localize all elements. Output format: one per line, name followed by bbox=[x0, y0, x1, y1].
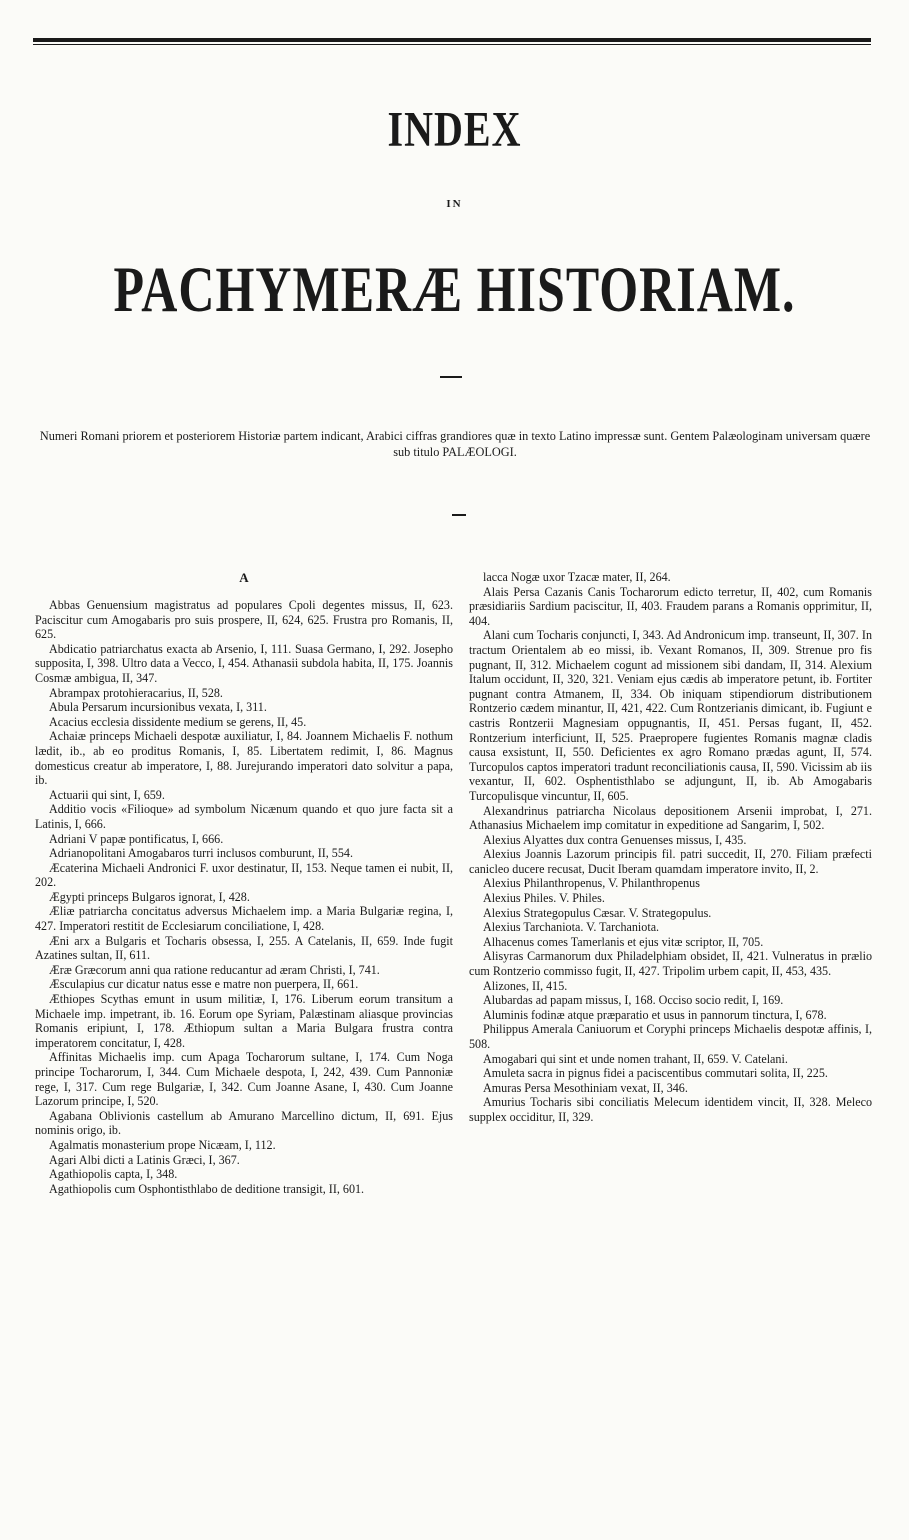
index-entry: Acacius ecclesia dissidente medium se gerens, II, 45. bbox=[49, 714, 307, 729]
title-connector: IN bbox=[446, 198, 463, 210]
right-entries bbox=[469, 570, 872, 1125]
index-entry: Ægypti princeps Bulgaros ignorat, I, 428. bbox=[49, 889, 250, 904]
index-entry: Agathiopolis capta, I, 348. bbox=[49, 1167, 178, 1182]
index-entry: Actuarii qui sint, I, 659. bbox=[49, 787, 165, 802]
section-letter: A bbox=[239, 570, 249, 585]
index-entry: Alizones, II, 415. bbox=[483, 978, 568, 993]
index-entry: Amogabari qui sint et unde nomen trahant, II, 659. V. Catelani. bbox=[483, 1051, 788, 1066]
intro-note: Numeri Romani priorem et posteriorem Historiæ partem indicant, Arabici ciffras grandiores quæ in texto Latino impressæ sunt. Gentem Palæologinam universam quære sub titulo PALÆOLOGI. bbox=[39, 429, 871, 459]
index-entry: Alexius Philes. V. Philes. bbox=[483, 891, 605, 906]
page-subtitle: PACHYMERÆ HISTORIAM. bbox=[113, 252, 796, 326]
index-entry: Alhacenus comes Tamerlanis et ejus vitæ scriptor, II, 705. bbox=[483, 934, 764, 949]
index-entry: Adrianopolitani Amogabaros turri inclusos comburunt, II, 554. bbox=[49, 846, 353, 861]
index-entry: Alexius Philanthropenus, V. Philanthropenus bbox=[483, 876, 700, 891]
page-title: INDEX bbox=[387, 100, 522, 157]
index-entry: Affinitas Michaelis imp. cum Apaga Tocharorum sultane, I, 174. Cum Noga principe Tocharorum, I, 344. Cum Michaele despota, I, 242, 439. Cum Pannoniæ rege, I, 317. Cum rege Bulgariæ, I, 342. Cum Joanne Asane, I, 430. Cum Joanne Lazorum principe, I, 520. bbox=[35, 1050, 453, 1109]
index-entry: lacca Nogæ uxor Tzacæ mater, II, 264. bbox=[483, 570, 671, 584]
index-entry: Alais Persa Cazanis Canis Tocharorum edicto terretur, II, 402, cum Romanis præsidiariis Sardium paciscitur, II, 403. Fraudem parans a Romanis opprimitur, II, 404. bbox=[469, 584, 872, 628]
index-entry: Agathiopolis cum Osphontisthlabo de deditione transigit, II, 601. bbox=[49, 1181, 365, 1196]
index-entry: Additio vocis «Filioque» ad symbolum Nicænum quando et quo jure facta sit a Latinis, I, 666. bbox=[35, 802, 453, 831]
index-entry: Abula Persarum incursionibus vexata, I, 311. bbox=[49, 700, 267, 715]
index-entry: Agabana Oblivionis castellum ab Amurano Marcellino dictum, II, 691. Ejus nominis origo, ib. bbox=[35, 1108, 453, 1138]
index-entry: Amurius Tocharis sibi conciliatis Melecum identidem vincit, II, 328. Meleco supplex occiditur, II, 329. bbox=[469, 1095, 872, 1124]
left-entries bbox=[35, 598, 453, 1196]
index-entry: Adriani V papæ pontificatus, I, 666. bbox=[49, 831, 224, 846]
index-entry: Alani cum Tocharis conjuncti, I, 343. Ad Andronicum imp. transeunt, II, 307. In tractum Orientalem ab eo missi, ib. Vexant Romanos, II, 309. Strenue pro fis pugnant, II, 312. Michaelem cogunt ad missionem sibi dandam, II, 314. Alexium Italum occidunt, II, 320, 321. Veniam ejus cædis ab imperatore petunt, ib. Fortiter pugnant contra Atmanem, II, 334. Ob iniquam stipendiorum distributionem Rontzerio cædem minantur, II, 421, 422. Cum Rontzerianis dimicant, ib. Fugiunt e castris Rontzerii Magnesiam oppugnantis, II, 451. Persas fugant, II, 452. Rontzerium interficiunt, II, 525. Praepropere fugientes Romanis magnæ cladis causa exsistunt, II, 550. Deficientes ex agro Romano prædas agunt, II, 574. Turcopulos captos imperatori tradunt reconciliationis causa, II, 590. Vicissim ab iis vexantur, II, 602. Osphentisthlabo se adjungunt, II, ib. Ab Amogabaris Turcopulisque vincuntur, II, 605. bbox=[469, 628, 872, 803]
index-entry: Achaiæ princeps Michaeli despotæ auxiliatur, I, 84. Joannem Michaelis F. nothum lædit, ib., ab eo proditus Romanis, I, 85. Libertatem redimit, I, 86. Magnus domesticus creatur ab imperatore, I, 88. Jurejurando imperatori dato solvitur a papa, ib. bbox=[35, 729, 453, 788]
right-column bbox=[469, 570, 872, 1125]
index-entry: Alexandrinus patriarcha Nicolaus depositionem Arsenii improbat, I, 271. Athanasius Michaelem imp comitatur in expeditione ad Sangarim, I, 502. bbox=[469, 803, 872, 833]
divider-dash-small bbox=[452, 514, 466, 516]
index-entry: Alexius Strategopulus Cæsar. V. Strategopulus. bbox=[483, 905, 712, 920]
index-entry: Æliæ patriarcha concitatus adversus Michaelem imp. a Maria Bulgariæ regina, I, 427. Imperatori restitit de Ecclesiarum conciliatione, I, 428. bbox=[35, 904, 453, 934]
index-entry: Amuleta sacra in pignus fidei a paciscentibus commutari solita, II, 225. bbox=[483, 1066, 828, 1081]
index-entry: Philippus Amerala Caniuorum et Coryphi princeps Michaelis despotæ affinis, I, 508. bbox=[469, 1022, 872, 1051]
index-entry: Alexius Joannis Lazorum principis fil. patri succedit, II, 270. Filiam præfecti canicleo ducere recusat, Ducit Iberam quamdam imperatore invito, II, 2. bbox=[469, 847, 872, 876]
index-entry: Alubardas ad papam missus, I, 168. Occiso socio redit, I, 169. bbox=[483, 993, 784, 1008]
index-entry: Agari Albi dicti a Latinis Græci, I, 367. bbox=[49, 1152, 240, 1167]
index-entry: Abbas Genuensium magistratus ad populares Cpoli degentes missus, II, 623. Paciscitur cum Amogabaris pro suis prospere, II, 624, 625. Frustra pro Romanis, II, 625. bbox=[35, 598, 453, 642]
index-entry: Alexius Alyattes dux contra Genuenses missus, I, 435. bbox=[483, 832, 747, 847]
left-column bbox=[35, 570, 453, 1196]
index-entry: Aluminis fodinæ atque præparatio et usus in pannorum tinctura, I, 678. bbox=[483, 1007, 827, 1022]
index-entry: Æni arx a Bulgaris et Tocharis obsessa, I, 255. A Catelanis, II, 659. Inde fugit Azatines sultan, II, 611. bbox=[35, 933, 453, 963]
divider-dash bbox=[440, 376, 462, 378]
index-entry: Alexius Tarchaniota. V. Tarchaniota. bbox=[483, 920, 660, 935]
index-entry: Æræ Græcorum anni qua ratione reducantur ad æram Christi, I, 741. bbox=[49, 962, 380, 977]
index-entry: Abrampax protohieracarius, II, 528. bbox=[49, 685, 223, 700]
index-entry: Æthiopes Scythas emunt in usum militiæ, I, 176. Liberum eorum transitum a Michaele imp. impetrant, ib. 16. Eorum ope Syriam, Palæstinam aliasque provincias Romanis eripiunt, I, 178. Æthiopum sultan a Maria Bulgara frustra contra imperatorem concitatur, I, 428. bbox=[35, 992, 453, 1050]
top-rule bbox=[33, 38, 871, 42]
top-rule-thin bbox=[33, 44, 871, 45]
index-entry: Æsculapius cur dicatur natus esse e matre non puerpera, II, 661. bbox=[49, 977, 359, 992]
index-entry: Agalmatis monasterium prope Nicæam, I, 112. bbox=[49, 1137, 276, 1152]
index-entry: Alisyras Carmanorum dux Philadelphiam obsidet, II, 421. Vulneratus in prælio cum Rontzerio commisso fugit, II, 427. Tripolim urbem capit, II, 453, 435. bbox=[469, 949, 872, 979]
index-entry: Æcaterina Michaeli Andronici F. uxor destinatur, II, 153. Neque tamen ei nubit, II, 202. bbox=[35, 860, 453, 890]
index-entry: Amuras Persa Mesothiniam vexat, II, 346. bbox=[483, 1080, 688, 1095]
index-entry: Abdicatio patriarchatus exacta ab Arsenio, I, 111. Suasa Germano, I, 292. Josepho supposita, I, 398. Ultro data a Vecco, I, 454. Athanasii subdola habita, II, 175. Joannis Cosmæ ambigua, II, 347. bbox=[35, 641, 453, 685]
